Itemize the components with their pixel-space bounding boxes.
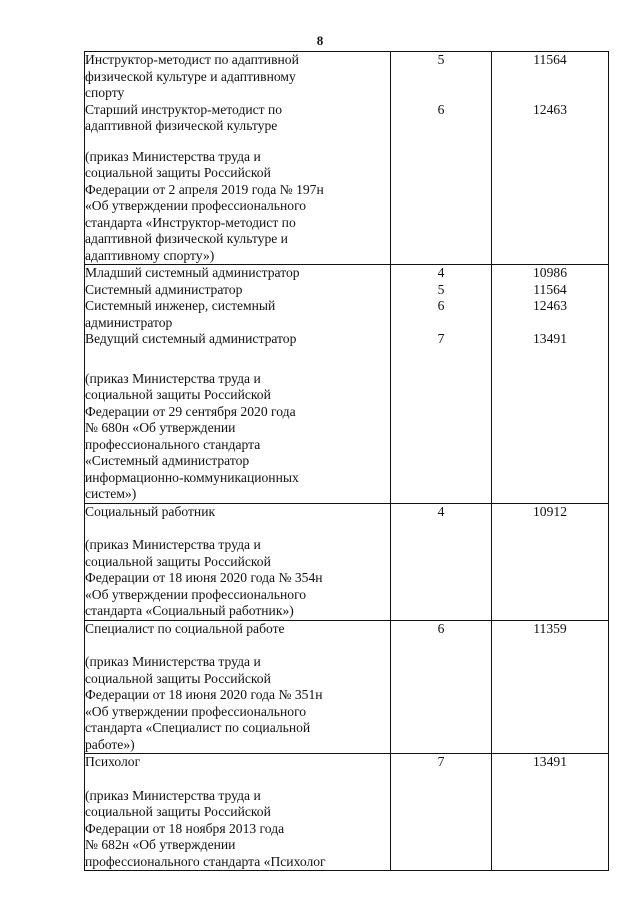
table-row — [85, 503, 609, 620]
position-title: физической культуре и адаптивному — [85, 68, 296, 84]
order-reference: «Системный администратор — [85, 453, 250, 468]
order-reference: Федерации от 18 июня 2020 года № 351н — [85, 687, 323, 702]
salary-cell — [492, 265, 609, 504]
position-title: спорту — [85, 85, 125, 100]
position-title: Старший инструктор-методист по — [85, 101, 283, 117]
salary-value: 12463 — [533, 101, 567, 117]
position-title: Ведущий системный администратор — [85, 331, 297, 346]
table-row — [85, 52, 609, 265]
order-reference: (приказ Министерства труда и — [85, 148, 261, 164]
order-reference: «Об утверждении профессионального — [85, 586, 307, 602]
salary-cell — [492, 503, 609, 620]
order-reference: Федерации от 18 ноября 2013 года — [85, 820, 285, 836]
order-reference: систем») — [85, 486, 137, 501]
position-title: Психолог — [85, 754, 141, 769]
order-reference: социальной защиты Российской — [85, 165, 271, 180]
qualification-level: 5 — [437, 52, 445, 67]
qualification-level-cell — [391, 754, 492, 871]
position-cell — [85, 52, 391, 265]
salary-cell — [492, 52, 609, 265]
order-reference: Федерации от 29 сентября 2020 года — [85, 403, 296, 419]
position-cell — [85, 620, 391, 754]
order-reference: стандарта «Инструктор-методист по — [85, 214, 296, 230]
order-reference: (приказ Министерства труда и — [85, 787, 261, 803]
order-reference: Федерации от 18 июня 2020 года № 354н — [85, 570, 323, 585]
position-title: адаптивной физической культуре — [85, 118, 278, 133]
qualification-level-cell — [391, 620, 492, 754]
qualification-level: 7 — [437, 754, 445, 769]
position-title: Социальный работник — [85, 503, 216, 519]
order-reference: № 680н «Об утверждении — [85, 420, 236, 435]
order-reference: информационно-коммуникационных — [85, 469, 299, 485]
salary-value: 11359 — [533, 620, 567, 636]
order-reference: «Об утверждении профессионального — [85, 198, 307, 213]
order-reference: № 682н «Об утверждении — [85, 837, 236, 852]
position-cell — [85, 503, 391, 620]
position-title: Системный администратор — [85, 281, 243, 297]
salary-cell — [492, 754, 609, 871]
salary-cell — [492, 620, 609, 754]
salary-value: 10986 — [533, 265, 567, 280]
salary-value: 10912 — [533, 503, 567, 519]
table-row — [85, 620, 609, 754]
page-number: 8 — [316, 33, 324, 48]
position-title: Системный инженер, системный — [85, 298, 276, 313]
qualification-level-cell — [391, 265, 492, 504]
position-cell — [85, 754, 391, 871]
order-reference: профессионального стандарта «Психолог — [85, 853, 326, 869]
order-reference: стандарта «Социальный работник») — [85, 603, 294, 618]
order-reference: социальной защиты Российской — [85, 553, 271, 569]
order-reference: адаптивной физической культуре и — [85, 231, 288, 246]
salary-value: 11564 — [533, 52, 567, 67]
order-reference: профессионального стандарта — [85, 436, 261, 452]
order-reference: стандарта «Специалист по социальной — [85, 720, 311, 735]
salary-value: 12463 — [533, 298, 567, 313]
salary-value: 13491 — [533, 331, 567, 346]
qualification-level: 5 — [437, 281, 445, 297]
qualification-level: 6 — [437, 620, 445, 636]
order-reference: «Об утверждении профессионального — [85, 703, 307, 719]
order-reference: работе») — [85, 736, 135, 752]
qualification-level-cell — [391, 503, 492, 620]
order-reference: (приказ Министерства труда и — [85, 654, 261, 669]
qualification-level: 4 — [437, 265, 445, 280]
position-title: Инструктор-методист по адаптивной — [85, 52, 299, 67]
order-reference: адаптивному спорту») — [85, 247, 215, 263]
order-reference: социальной защиты Российской — [85, 670, 271, 686]
qualification-level: 4 — [437, 503, 445, 519]
salary-value: 11564 — [533, 281, 567, 297]
table-row — [85, 265, 609, 504]
salary-value: 13491 — [533, 754, 567, 769]
table-row — [85, 754, 609, 871]
order-reference: (приказ Министерства труда и — [85, 370, 261, 386]
qualification-level: 7 — [437, 331, 445, 346]
qualification-level-cell — [391, 52, 492, 265]
professions-table — [84, 51, 609, 871]
position-cell — [85, 265, 391, 504]
order-reference: социальной защиты Российской — [85, 804, 271, 819]
position-title: Специалист по социальной работе — [85, 620, 285, 636]
order-reference: (приказ Министерства труда и — [85, 537, 261, 552]
order-reference: Федерации от 2 апреля 2019 года № 197н — [85, 181, 324, 197]
order-reference: социальной защиты Российской — [85, 387, 271, 402]
position-title: администратор — [85, 314, 173, 330]
qualification-level: 6 — [437, 298, 445, 313]
position-title: Младший системный администратор — [85, 265, 300, 280]
qualification-level: 6 — [437, 101, 445, 117]
